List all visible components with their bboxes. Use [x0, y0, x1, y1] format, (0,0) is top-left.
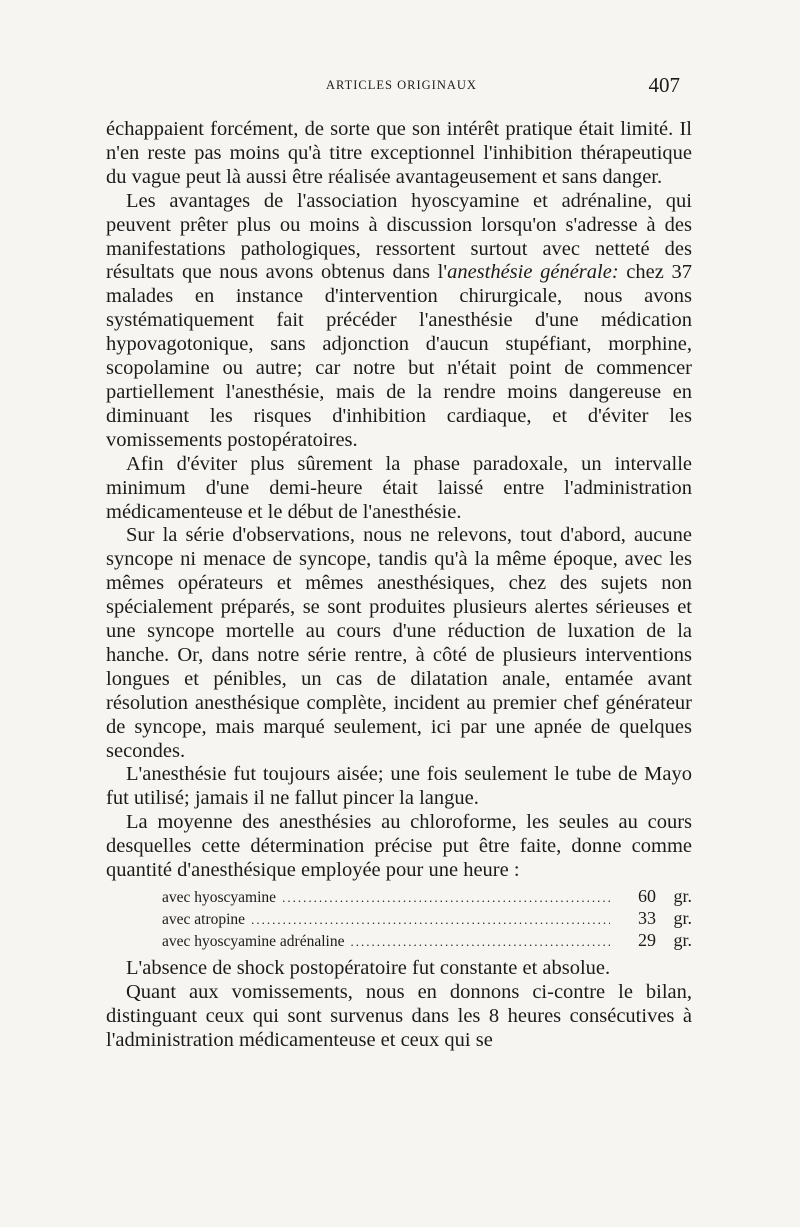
- paragraph: Quant aux vomissements, nous en donnons ci-contre le bilan, distinguant ceux qui sont survenus dans les 8 heures consécutives à l'administration médicamenteuse et ceux qui se: [106, 980, 692, 1051]
- row-value: 60: [638, 886, 656, 906]
- paragraph: échappaient forcément, de sorte que son intérêt pratique était limité. Il n'en reste pas moins qu'à titre exceptionnel l'inhibition thérapeutique du vague peut là aussi être réalisée avantageusement et sans danger.: [106, 118, 692, 188]
- row-label: avec hyoscyamine: [162, 889, 277, 906]
- paragraph: L'absence de shock postopératoire fut constante et absolue.: [126, 957, 611, 979]
- row-value: 29: [638, 930, 656, 950]
- page-number: 407: [648, 73, 680, 97]
- row-label: avec atropine: [162, 911, 246, 928]
- body-text: [106, 118, 692, 1053]
- paragraph: L'anesthésie fut toujours aisée; une fois seulement le tube de Mayo fut utilisé; jamais il ne fallut pincer la langue.: [106, 763, 692, 810]
- row-unit: gr.: [673, 886, 692, 906]
- row-label: avec hyoscyamine adrénaline: [162, 933, 345, 950]
- paragraph: Afin d'éviter plus sûrement la phase paradoxale, un intervalle minimum d'une demi-heure était laissé entre l'administration médicamenteuse et le début de l'anesthésie.: [106, 452, 692, 523]
- paragraph: Sur la série d'observations, nous ne relevons, tout d'abord, aucune syncope ni menace de syncope, tandis qu'à la même époque, avec les mêmes opérateurs et mêmes anesthésiques, chez des sujets non spécialement préparés, se sont produites plusieurs alertes sérieuses et une syncope mortelle au cours d'une réduction de luxation de la hanche. Or, dans notre série rentre, à côté de plusieurs interventions longues et pénibles, un cas de dilatation anale, entamée avant résolution anesthésique complète, incident au premier chef générateur de syncope, mais marqué seulement, ici par une apnée de quelques secondes.: [106, 524, 692, 762]
- table-row: [162, 886, 692, 908]
- leader-dots: [350, 931, 610, 952]
- paragraph: La moyenne des anesthésies au chloroforme, les seules au cours desquelles cette détermination précise put être faite, donne comme quantité d'anesthésique employée pour une heure :: [106, 811, 692, 882]
- row-unit: gr.: [673, 908, 692, 928]
- leader-dots: [282, 887, 610, 908]
- running-title: ARTICLES ORIGINAUX: [326, 78, 477, 92]
- table-row: [162, 930, 692, 952]
- table-row: [162, 908, 692, 930]
- row-unit: gr.: [673, 930, 692, 950]
- leader-dots: [251, 909, 610, 930]
- paragraph: Les avantages de l'association hyoscyamine et adrénaline, qui peuvent prêter plus ou moins à discussion lorsqu'on s'adresse à des manifestations pathologiques, ressortent surtout avec netteté des résultats que nous avons obtenus dans l'anesthésie générale: chez 37 malades en instance d'intervention chirurgicale, nous avons systématiquement fait précéder l'anesthésie d'une médication hypovagotonique, sans adjonction d'aucun stupéfiant, morphine, scopolamine ou autre; car notre but n'était point de commencer partiellement l'anesthésie, mais de la rendre moins dangereuse en diminuant les risques d'inhibition cardiaque, et d'éviter les vomissements postopératoires.: [106, 189, 692, 451]
- page-header: [108, 73, 682, 100]
- italic-phrase: anesthésie générale:: [447, 261, 619, 284]
- anesthetic-quantity-table: [106, 886, 692, 952]
- row-value: 33: [638, 908, 656, 928]
